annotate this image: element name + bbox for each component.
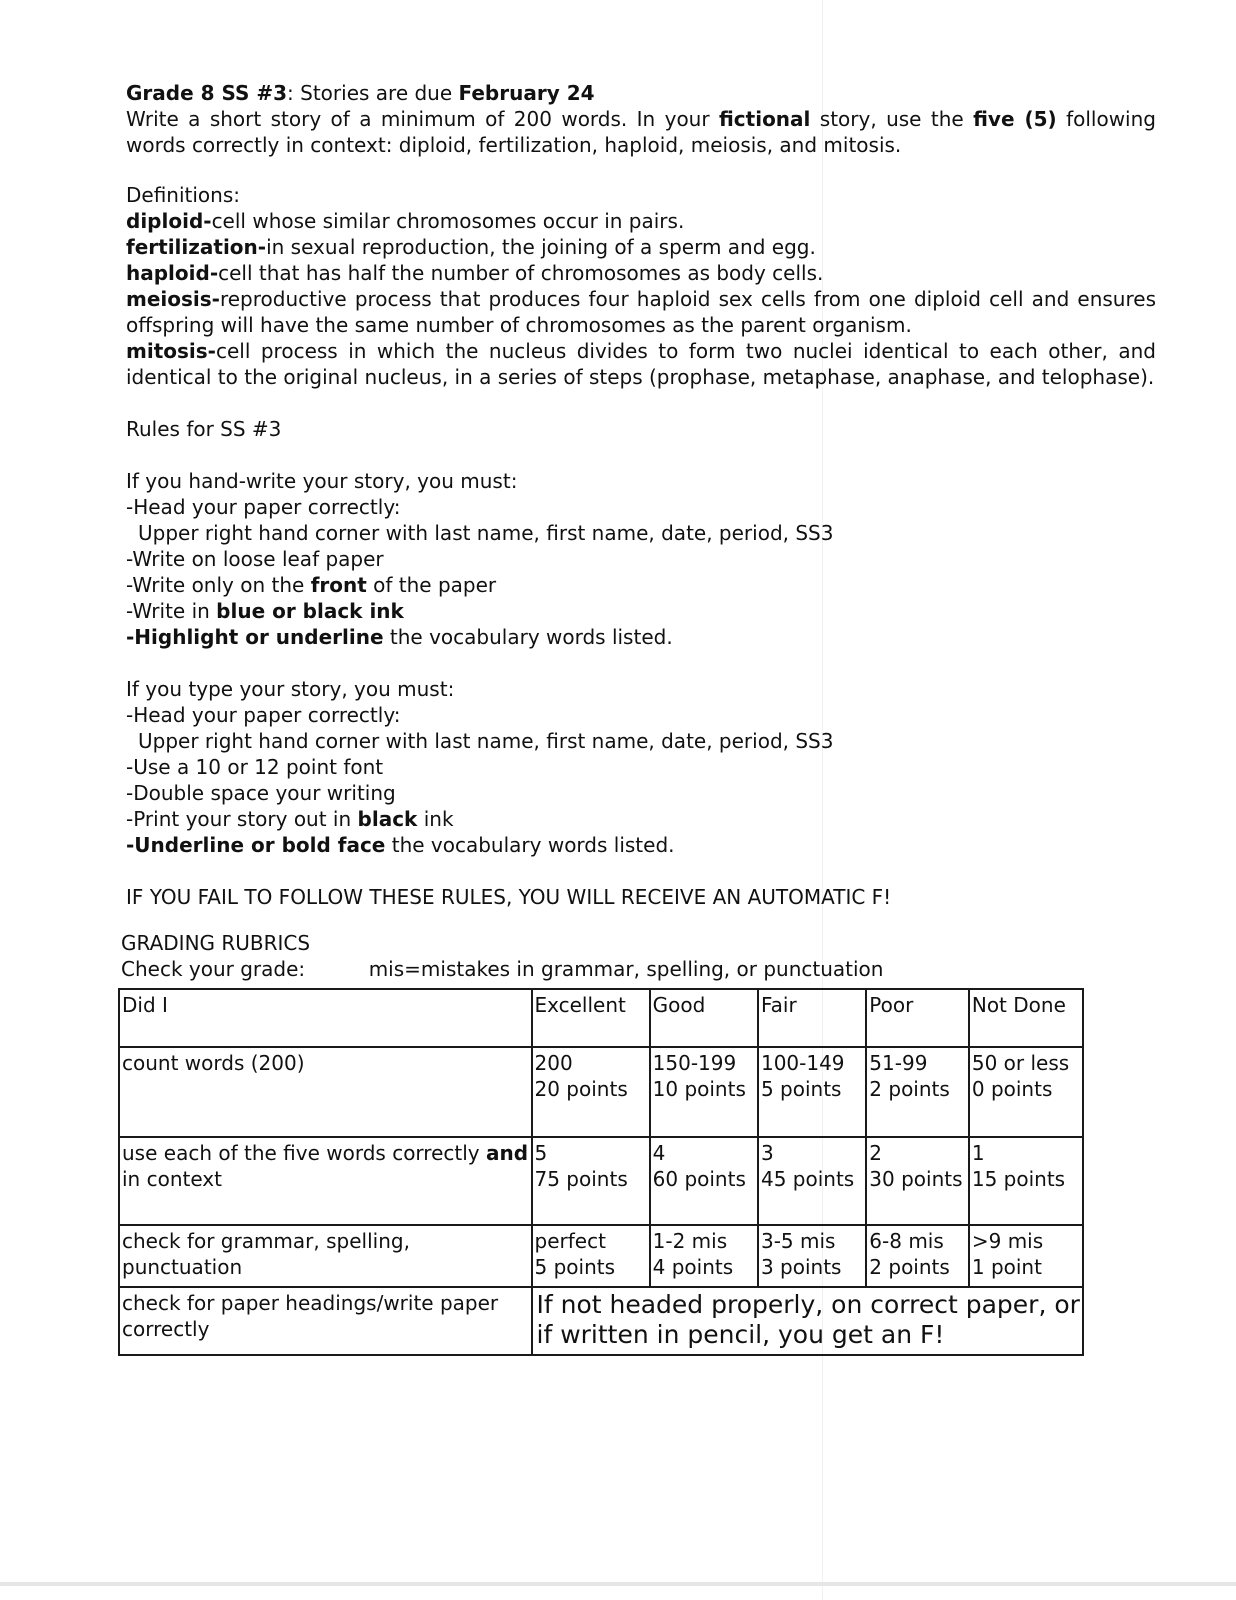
due-date: February 24 bbox=[458, 81, 595, 105]
table-cell: 3-5 mis 3 points bbox=[758, 1225, 866, 1287]
definition-mitosis: mitosis-cell process in which the nucleus divides to form two nuclei identical to each other, and identical to the original nucleus, in a series of steps (prophase, metaphase, anaphase, and telophase). bbox=[126, 339, 1156, 389]
fictional-word: fictional bbox=[718, 107, 811, 131]
five-word: five (5) bbox=[973, 107, 1057, 131]
column-header: Excellent bbox=[532, 989, 650, 1047]
column-header: Not Done bbox=[969, 989, 1083, 1047]
rules-heading: Rules for SS #3 bbox=[126, 417, 282, 441]
assignment-label: Grade 8 SS #3 bbox=[126, 81, 288, 105]
typed-intro: If you type your story, you must: bbox=[126, 677, 455, 701]
rubric-subline bbox=[121, 956, 1156, 982]
table-cell: >9 mis 1 point bbox=[969, 1225, 1083, 1287]
column-header: Poor bbox=[866, 989, 969, 1047]
table-row bbox=[119, 1047, 1083, 1137]
row-label: use each of the five words correctly and in context bbox=[119, 1137, 532, 1225]
mis-note: mis=mistakes in grammar, spelling, or punctuation bbox=[368, 957, 884, 981]
definition-fertilization: fertilization-in sexual reproduction, the joining of a sperm and egg. bbox=[126, 235, 816, 259]
table-cell: perfect 5 points bbox=[532, 1225, 650, 1287]
column-header: Did I bbox=[119, 989, 532, 1047]
handwrite-loose-leaf: -Write on loose leaf paper bbox=[126, 547, 384, 571]
table-cell: 200 20 points bbox=[532, 1047, 650, 1137]
definition-haploid: haploid-cell that has half the number of chromosomes as body cells. bbox=[126, 261, 824, 285]
typed-corner: Upper right hand corner with last name, first name, date, period, SS3 bbox=[138, 729, 834, 753]
rubric-heading: GRADING RUBRICS bbox=[121, 931, 311, 955]
assignment-title bbox=[126, 80, 1156, 106]
column-header: Fair bbox=[758, 989, 866, 1047]
typed-double: -Double space your writing bbox=[126, 781, 396, 805]
table-row bbox=[119, 1137, 1083, 1225]
handwrite-front: -Write only on the front of the paper bbox=[126, 573, 497, 597]
pencil-warning-note: If not headed properly, on correct paper, or if written in pencil, you get an F! bbox=[532, 1287, 1084, 1355]
row-label: count words (200) bbox=[119, 1047, 532, 1137]
typed-print: -Print your story out in black ink bbox=[126, 807, 454, 831]
due-text: : Stories are due bbox=[287, 81, 459, 105]
intro-paragraph: Write a short story of a minimum of 200 words. In your fictional story, use the five (5) following words correctly in context: diploid, fertilization, haploid, meiosis, and mitosis. bbox=[126, 107, 1156, 157]
handwrite-intro: If you hand-write your story, you must: bbox=[126, 469, 518, 493]
column-header: Good bbox=[650, 989, 758, 1047]
table-row bbox=[119, 1225, 1083, 1287]
table-cell: 100-149 5 points bbox=[758, 1047, 866, 1137]
table-cell: 2 30 points bbox=[866, 1137, 969, 1225]
table-cell: 1 15 points bbox=[969, 1137, 1083, 1225]
table-cell: 1-2 mis 4 points bbox=[650, 1225, 758, 1287]
handwrite-head: -Head your paper correctly: bbox=[126, 495, 401, 519]
check-grade-label: Check your grade: bbox=[121, 957, 306, 981]
table-cell: 51-99 2 points bbox=[866, 1047, 969, 1137]
table-cell: 4 60 points bbox=[650, 1137, 758, 1225]
definition-meiosis: meiosis-reproductive process that produces four haploid sex cells from one diploid cell and ensures offspring will have the same number of chromosomes as the parent organism. bbox=[126, 287, 1156, 337]
table-cell: 6-8 mis 2 points bbox=[866, 1225, 969, 1287]
table-cell: 50 or less 0 points bbox=[969, 1047, 1083, 1137]
document-page bbox=[121, 80, 1156, 982]
definitions-heading: Definitions: bbox=[126, 183, 241, 207]
warning-text: IF YOU FAIL TO FOLLOW THESE RULES, YOU WILL RECEIVE AN AUTOMATIC F! bbox=[126, 885, 892, 909]
rubric-table bbox=[118, 988, 1084, 1356]
table-cell: 150-199 10 points bbox=[650, 1047, 758, 1137]
typed-font: -Use a 10 or 12 point font bbox=[126, 755, 384, 779]
handwrite-ink: -Write in blue or black ink bbox=[126, 599, 404, 623]
table-cell: 5 75 points bbox=[532, 1137, 650, 1225]
table-cell: 3 45 points bbox=[758, 1137, 866, 1225]
row-label: check for grammar, spelling, punctuation bbox=[119, 1225, 532, 1287]
row-label: check for paper headings/write paper correctly bbox=[119, 1287, 532, 1355]
handwrite-highlight: -Highlight or underline the vocabulary words listed. bbox=[126, 625, 673, 649]
handwrite-corner: Upper right hand corner with last name, first name, date, period, SS3 bbox=[138, 521, 834, 545]
definition-diploid: diploid-cell whose similar chromosomes occur in pairs. bbox=[126, 209, 685, 233]
rubric-header-row bbox=[119, 989, 1083, 1047]
typed-underline: -Underline or bold face the vocabulary words listed. bbox=[126, 833, 675, 857]
scan-edge bbox=[0, 1582, 1236, 1586]
table-row bbox=[119, 1287, 1083, 1355]
typed-head: -Head your paper correctly: bbox=[126, 703, 401, 727]
